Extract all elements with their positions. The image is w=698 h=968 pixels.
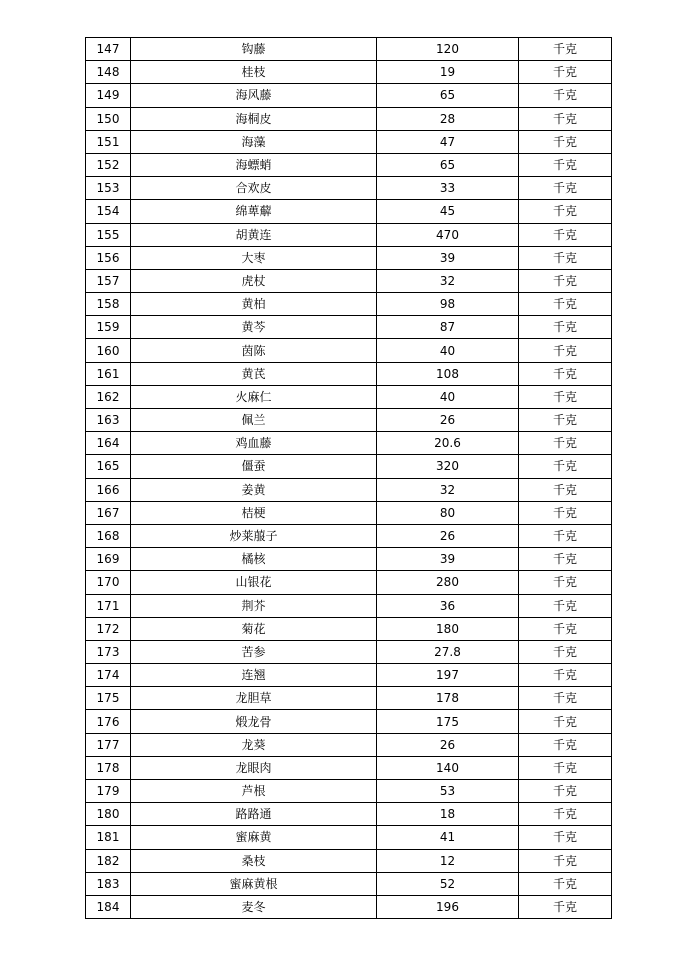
herb-name-cell: 大枣 xyxy=(131,246,377,269)
herb-name-cell: 海藻 xyxy=(131,130,377,153)
table-row xyxy=(86,293,612,316)
herb-name-cell: 鸡血藤 xyxy=(131,432,377,455)
table-row xyxy=(86,269,612,292)
table-row xyxy=(86,107,612,130)
row-number-cell: 163 xyxy=(86,409,131,432)
quantity-cell: 65 xyxy=(377,153,519,176)
table-row xyxy=(86,223,612,246)
quantity-cell: 39 xyxy=(377,548,519,571)
herb-name-cell: 荆芥 xyxy=(131,594,377,617)
quantity-cell: 39 xyxy=(377,246,519,269)
row-number-cell: 180 xyxy=(86,803,131,826)
row-number-cell: 149 xyxy=(86,84,131,107)
quantity-cell: 41 xyxy=(377,826,519,849)
herb-name-cell: 菊花 xyxy=(131,617,377,640)
unit-cell: 千克 xyxy=(519,617,612,640)
unit-cell: 千克 xyxy=(519,849,612,872)
unit-cell: 千克 xyxy=(519,269,612,292)
herb-name-cell: 虎杖 xyxy=(131,269,377,292)
unit-cell: 千克 xyxy=(519,756,612,779)
unit-cell: 千克 xyxy=(519,640,612,663)
herb-name-cell: 僵蚕 xyxy=(131,455,377,478)
row-number-cell: 178 xyxy=(86,756,131,779)
quantity-cell: 140 xyxy=(377,756,519,779)
herb-name-cell: 炒莱菔子 xyxy=(131,524,377,547)
quantity-cell: 108 xyxy=(377,362,519,385)
row-number-cell: 147 xyxy=(86,38,131,61)
herb-name-cell: 龙葵 xyxy=(131,733,377,756)
quantity-cell: 45 xyxy=(377,200,519,223)
herb-name-cell: 路路通 xyxy=(131,803,377,826)
quantity-cell: 36 xyxy=(377,594,519,617)
herb-name-cell: 海螵蛸 xyxy=(131,153,377,176)
quantity-cell: 40 xyxy=(377,385,519,408)
unit-cell: 千克 xyxy=(519,664,612,687)
herb-name-cell: 芦根 xyxy=(131,780,377,803)
herb-name-cell: 黄芩 xyxy=(131,316,377,339)
herb-name-cell: 黄柏 xyxy=(131,293,377,316)
table-row xyxy=(86,640,612,663)
quantity-cell: 26 xyxy=(377,409,519,432)
unit-cell: 千克 xyxy=(519,339,612,362)
table-row xyxy=(86,200,612,223)
row-number-cell: 151 xyxy=(86,130,131,153)
table-row xyxy=(86,548,612,571)
quantity-cell: 20.6 xyxy=(377,432,519,455)
quantity-cell: 65 xyxy=(377,84,519,107)
unit-cell: 千克 xyxy=(519,153,612,176)
unit-cell: 千克 xyxy=(519,177,612,200)
quantity-cell: 98 xyxy=(377,293,519,316)
table-row xyxy=(86,246,612,269)
table-row xyxy=(86,478,612,501)
herb-name-cell: 连翘 xyxy=(131,664,377,687)
row-number-cell: 166 xyxy=(86,478,131,501)
herb-name-cell: 火麻仁 xyxy=(131,385,377,408)
unit-cell: 千克 xyxy=(519,293,612,316)
quantity-cell: 80 xyxy=(377,501,519,524)
quantity-cell: 197 xyxy=(377,664,519,687)
table-row xyxy=(86,316,612,339)
row-number-cell: 164 xyxy=(86,432,131,455)
table-row xyxy=(86,872,612,895)
row-number-cell: 183 xyxy=(86,872,131,895)
row-number-cell: 162 xyxy=(86,385,131,408)
quantity-cell: 32 xyxy=(377,269,519,292)
row-number-cell: 148 xyxy=(86,61,131,84)
table-row xyxy=(86,895,612,918)
unit-cell: 千克 xyxy=(519,571,612,594)
quantity-cell: 27.8 xyxy=(377,640,519,663)
herb-name-cell: 茵陈 xyxy=(131,339,377,362)
quantity-cell: 33 xyxy=(377,177,519,200)
row-number-cell: 168 xyxy=(86,524,131,547)
quantity-cell: 120 xyxy=(377,38,519,61)
row-number-cell: 160 xyxy=(86,339,131,362)
unit-cell: 千克 xyxy=(519,130,612,153)
quantity-cell: 87 xyxy=(377,316,519,339)
herb-name-cell: 桑枝 xyxy=(131,849,377,872)
herb-name-cell: 合欢皮 xyxy=(131,177,377,200)
table-row xyxy=(86,61,612,84)
row-number-cell: 179 xyxy=(86,780,131,803)
row-number-cell: 181 xyxy=(86,826,131,849)
table-row xyxy=(86,733,612,756)
quantity-cell: 470 xyxy=(377,223,519,246)
table-row xyxy=(86,432,612,455)
table-row xyxy=(86,803,612,826)
unit-cell: 千克 xyxy=(519,200,612,223)
quantity-cell: 40 xyxy=(377,339,519,362)
row-number-cell: 174 xyxy=(86,664,131,687)
unit-cell: 千克 xyxy=(519,362,612,385)
quantity-cell: 196 xyxy=(377,895,519,918)
quantity-cell: 12 xyxy=(377,849,519,872)
quantity-cell: 175 xyxy=(377,710,519,733)
unit-cell: 千克 xyxy=(519,501,612,524)
unit-cell: 千克 xyxy=(519,409,612,432)
herb-name-cell: 橘核 xyxy=(131,548,377,571)
row-number-cell: 184 xyxy=(86,895,131,918)
herb-name-cell: 山银花 xyxy=(131,571,377,594)
table-row xyxy=(86,177,612,200)
row-number-cell: 170 xyxy=(86,571,131,594)
unit-cell: 千克 xyxy=(519,246,612,269)
table-row xyxy=(86,571,612,594)
table-row xyxy=(86,780,612,803)
table-row xyxy=(86,710,612,733)
row-number-cell: 173 xyxy=(86,640,131,663)
table-row xyxy=(86,130,612,153)
table-row xyxy=(86,594,612,617)
quantity-cell: 178 xyxy=(377,687,519,710)
herb-name-cell: 钩藤 xyxy=(131,38,377,61)
herb-name-cell: 海桐皮 xyxy=(131,107,377,130)
unit-cell: 千克 xyxy=(519,223,612,246)
table-row xyxy=(86,153,612,176)
row-number-cell: 176 xyxy=(86,710,131,733)
unit-cell: 千克 xyxy=(519,826,612,849)
row-number-cell: 182 xyxy=(86,849,131,872)
unit-cell: 千克 xyxy=(519,478,612,501)
row-number-cell: 156 xyxy=(86,246,131,269)
herb-name-cell: 胡黄连 xyxy=(131,223,377,246)
herb-name-cell: 蜜麻黄根 xyxy=(131,872,377,895)
herb-name-cell: 桂枝 xyxy=(131,61,377,84)
herb-name-cell: 佩兰 xyxy=(131,409,377,432)
unit-cell: 千克 xyxy=(519,803,612,826)
table-row xyxy=(86,84,612,107)
row-number-cell: 154 xyxy=(86,200,131,223)
row-number-cell: 167 xyxy=(86,501,131,524)
row-number-cell: 169 xyxy=(86,548,131,571)
row-number-cell: 152 xyxy=(86,153,131,176)
table-row xyxy=(86,826,612,849)
quantity-cell: 19 xyxy=(377,61,519,84)
row-number-cell: 175 xyxy=(86,687,131,710)
herb-name-cell: 黄芪 xyxy=(131,362,377,385)
unit-cell: 千克 xyxy=(519,594,612,617)
quantity-cell: 320 xyxy=(377,455,519,478)
herb-name-cell: 龙胆草 xyxy=(131,687,377,710)
table-row xyxy=(86,617,612,640)
herb-name-cell: 姜黄 xyxy=(131,478,377,501)
table-body xyxy=(86,38,612,919)
row-number-cell: 177 xyxy=(86,733,131,756)
row-number-cell: 161 xyxy=(86,362,131,385)
quantity-cell: 26 xyxy=(377,733,519,756)
unit-cell: 千克 xyxy=(519,687,612,710)
unit-cell: 千克 xyxy=(519,385,612,408)
table-row xyxy=(86,362,612,385)
table-row xyxy=(86,756,612,779)
unit-cell: 千克 xyxy=(519,455,612,478)
unit-cell: 千克 xyxy=(519,524,612,547)
quantity-cell: 180 xyxy=(377,617,519,640)
unit-cell: 千克 xyxy=(519,84,612,107)
quantity-cell: 280 xyxy=(377,571,519,594)
unit-cell: 千克 xyxy=(519,38,612,61)
table-row xyxy=(86,38,612,61)
table-row xyxy=(86,849,612,872)
table-row xyxy=(86,687,612,710)
table-row xyxy=(86,455,612,478)
row-number-cell: 165 xyxy=(86,455,131,478)
unit-cell: 千克 xyxy=(519,107,612,130)
herb-name-cell: 煅龙骨 xyxy=(131,710,377,733)
table-row xyxy=(86,664,612,687)
row-number-cell: 157 xyxy=(86,269,131,292)
quantity-cell: 32 xyxy=(377,478,519,501)
unit-cell: 千克 xyxy=(519,710,612,733)
quantity-cell: 28 xyxy=(377,107,519,130)
herb-name-cell: 龙眼肉 xyxy=(131,756,377,779)
row-number-cell: 150 xyxy=(86,107,131,130)
herb-name-cell: 苦参 xyxy=(131,640,377,663)
quantity-cell: 47 xyxy=(377,130,519,153)
row-number-cell: 155 xyxy=(86,223,131,246)
quantity-cell: 26 xyxy=(377,524,519,547)
unit-cell: 千克 xyxy=(519,895,612,918)
table-row xyxy=(86,409,612,432)
quantity-cell: 52 xyxy=(377,872,519,895)
herb-name-cell: 绵萆薢 xyxy=(131,200,377,223)
herb-quantity-table xyxy=(85,37,612,919)
table-row xyxy=(86,339,612,362)
unit-cell: 千克 xyxy=(519,780,612,803)
unit-cell: 千克 xyxy=(519,432,612,455)
herb-name-cell: 海风藤 xyxy=(131,84,377,107)
row-number-cell: 153 xyxy=(86,177,131,200)
table-row xyxy=(86,501,612,524)
unit-cell: 千克 xyxy=(519,316,612,339)
unit-cell: 千克 xyxy=(519,61,612,84)
unit-cell: 千克 xyxy=(519,872,612,895)
row-number-cell: 158 xyxy=(86,293,131,316)
row-number-cell: 172 xyxy=(86,617,131,640)
table-row xyxy=(86,524,612,547)
herb-name-cell: 蜜麻黄 xyxy=(131,826,377,849)
table-row xyxy=(86,385,612,408)
herb-name-cell: 麦冬 xyxy=(131,895,377,918)
row-number-cell: 171 xyxy=(86,594,131,617)
unit-cell: 千克 xyxy=(519,733,612,756)
quantity-cell: 53 xyxy=(377,780,519,803)
unit-cell: 千克 xyxy=(519,548,612,571)
quantity-cell: 18 xyxy=(377,803,519,826)
row-number-cell: 159 xyxy=(86,316,131,339)
herb-name-cell: 桔梗 xyxy=(131,501,377,524)
